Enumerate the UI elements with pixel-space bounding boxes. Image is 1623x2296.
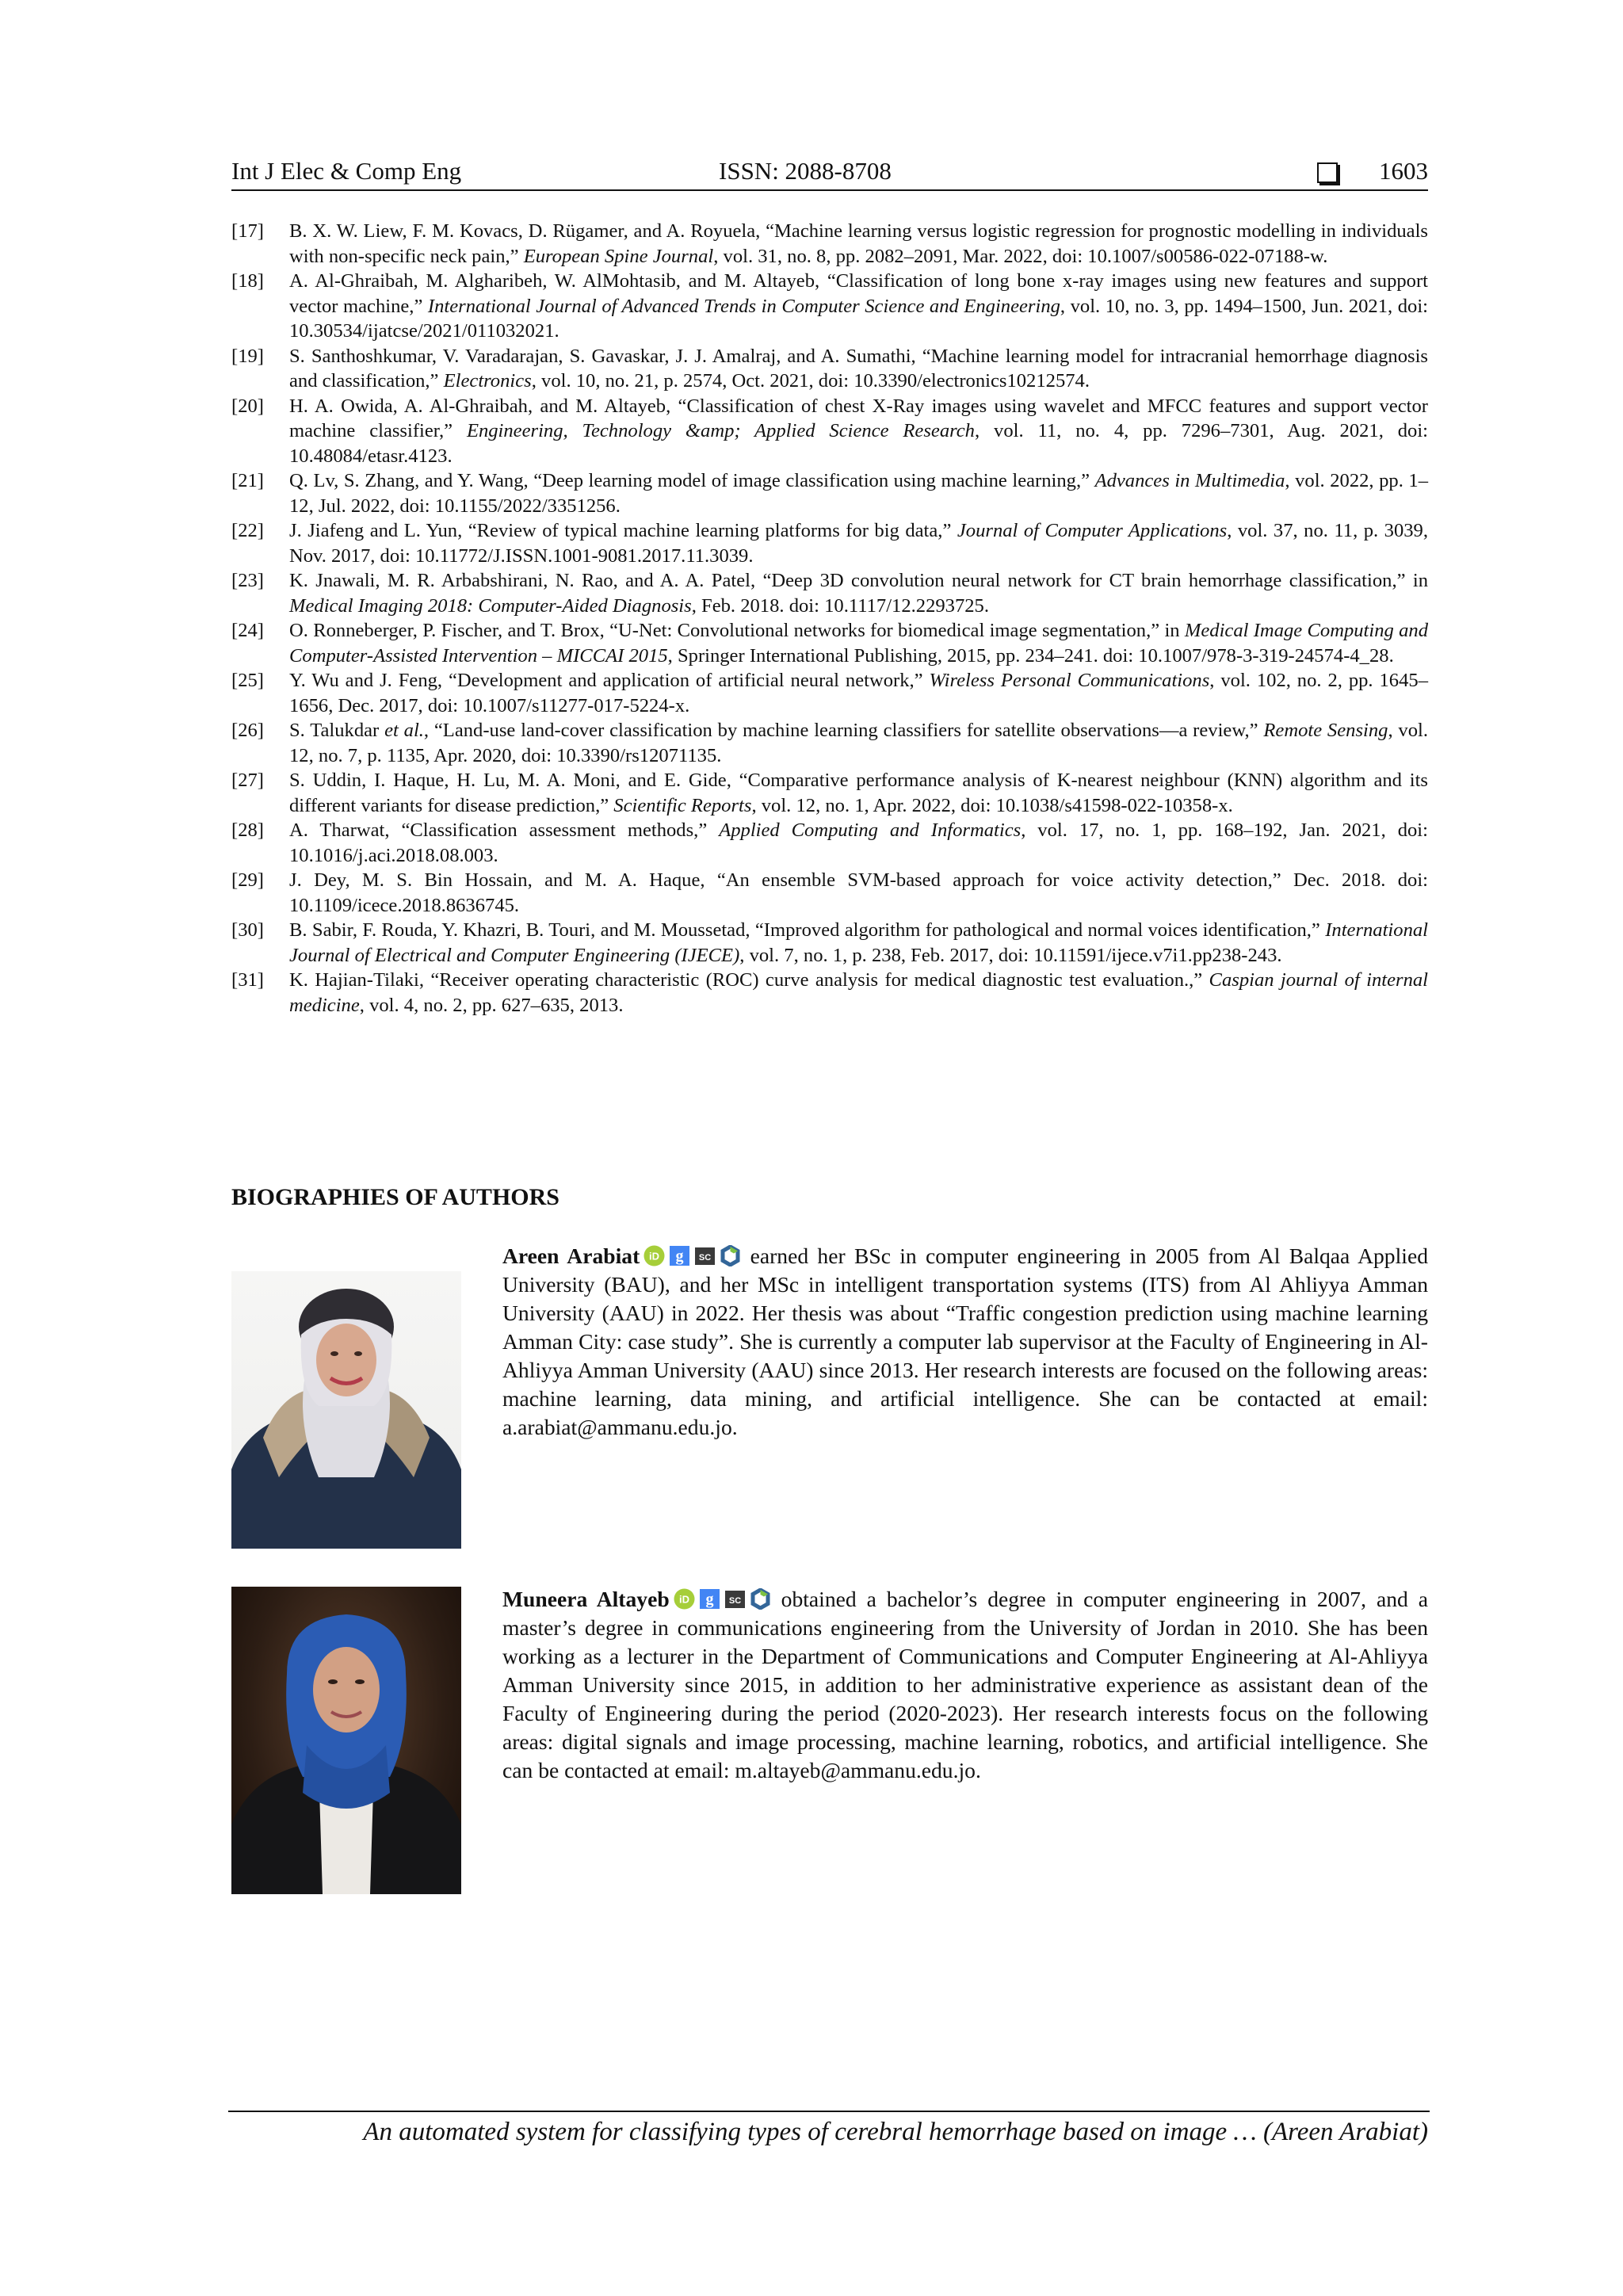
- reference-source: International Journal of Advanced Trends in Computer Science and Engineering: [427, 295, 1060, 317]
- reference-number: [31]: [231, 969, 264, 991]
- reference-details: , vol. 37, no. 11, p. 3039, Nov. 2017, doi: 10.11772/J.ISSN.1001-9081.2017.11.3039.: [289, 520, 1428, 567]
- reference-number: [27]: [231, 770, 264, 791]
- author-name: Muneera Altayeb: [502, 1587, 670, 1611]
- reference-details: , vol. 2022, pp. 1–12, Jul. 2022, doi: 10.1155/2022/3351256.: [289, 470, 1428, 517]
- reference-text: S. Santhoshkumar, V. Varadarajan, S. Gavaskar, J. J. Amalraj, and A. Sumathi, “Machine learning model for intracranial hemorrhage diagnosis and classification,”: [289, 345, 1428, 392]
- reference-source: Electronics: [443, 370, 532, 392]
- reference-item: [231, 768, 1428, 818]
- reference-source: Medical Imaging 2018: Computer-Aided Diagnosis: [289, 594, 692, 617]
- reference-item: [231, 568, 1428, 618]
- running-header: [231, 155, 1428, 192]
- author-bio-muneera-altayeb: [502, 1585, 1428, 1785]
- scholar-label: g: [705, 1591, 714, 1608]
- reference-details: , vol. 102, no. 2, pp. 1645–1656, Dec. 2017, doi: 10.1007/s11277-017-5224-x.: [289, 670, 1428, 716]
- reference-text: S. Uddin, I. Haque, H. Lu, M. A. Moni, and E. Gide, “Comparative performance analysis of K-nearest neighbour (KNN) algorithm and its different variants for disease prediction,”: [289, 770, 1428, 816]
- reference-text: K. Hajian-Tilaki, “Receiver operating characteristic (ROC) curve analysis for medical diagnostic test evaluation.,”: [289, 969, 1209, 991]
- reference-number: [29]: [231, 869, 264, 891]
- scopus-icon[interactable]: [724, 1588, 746, 1610]
- reference-text: J. Jiafeng and L. Yun, “Review of typical machine learning platforms for big data,”: [289, 520, 957, 541]
- reference-details: , vol. 11, no. 4, pp. 7296–7301, Aug. 2021, doi: 10.48084/etasr.4123.: [289, 420, 1429, 467]
- reference-details: , vol. 4, no. 2, pp. 627–635, 2013.: [359, 994, 624, 1016]
- reference-list: [231, 219, 1428, 1018]
- reference-item: [231, 968, 1428, 1018]
- running-title: An automated system for classifying types of cerebral hemorrhage based on image … (Areen Arabiat): [363, 2118, 1428, 2146]
- reference-source: Remote Sensing: [1263, 720, 1388, 741]
- reference-source: Scientific Reports: [613, 794, 752, 816]
- author-bio-areen-arabiat: [502, 1242, 1428, 1442]
- reference-text: A. Al-Ghraibah, M. Algharibeh, W. AlMohtasib, and M. Altayeb, “Classification of long bone x-ray images using new features and support vector machine,”: [289, 270, 1428, 317]
- reference-number: [26]: [231, 720, 264, 741]
- reference-number: [18]: [231, 270, 264, 292]
- author-photo-muneera-altayeb: [231, 1587, 461, 1894]
- reference-text: Y. Wu and J. Feng, “Development and application of artificial neural network,”: [289, 670, 930, 691]
- orcid-icon[interactable]: [643, 1245, 665, 1266]
- reference-number: [24]: [231, 620, 264, 641]
- reference-source: Applied Computing and Informatics: [719, 819, 1022, 841]
- author-bio-text: obtained a bachelor’s degree in computer engineering in 2007, and a master’s degree in communications engineering from the University of Jordan in 2010. She has been working as a lecturer in the Department of Communications and Computer Engineering at Al-Ahliyya Amman University since 2015, in addition to her administrative experience as assistant dean of the Faculty of Engineering during the period (2020-2023). Her research interests focus on the following areas: digital signals and image processing, machine learning, robotics, and artificial intelligence. She can be contacted at email: m.altayeb@ammanu.edu.jo.: [502, 1587, 1428, 1782]
- scopus-label: SC: [728, 1596, 741, 1606]
- reference-item: [231, 918, 1428, 968]
- reference-item: [231, 818, 1428, 868]
- reference-source: European Spine Journal: [523, 245, 714, 267]
- reference-text: H. A. Owida, A. Al-Ghraibah, and M. Altayeb, “Classification of chest X-Ray images using wavelet and MFCC features and support vector machine classifier,”: [289, 395, 1428, 441]
- reference-number: [22]: [231, 520, 264, 541]
- reference-details: , vol. 17, no. 1, pp. 168–192, Jan. 2021, doi: 10.1016/j.aci.2018.08.003.: [289, 819, 1428, 866]
- reference-number: [25]: [231, 670, 264, 691]
- issn: ISSN: 2088-8708: [719, 157, 892, 185]
- reference-item: [231, 269, 1428, 344]
- header-rule: [231, 189, 1428, 191]
- publons-icon[interactable]: [720, 1245, 741, 1266]
- google-scholar-icon[interactable]: [699, 1588, 720, 1610]
- page-number: 1603: [1379, 157, 1428, 185]
- reference-details: , Feb. 2018. doi: 10.1117/12.2293725.: [691, 594, 990, 617]
- reference-number: [19]: [231, 345, 264, 367]
- journal-name: Int J Elec & Comp Eng: [231, 157, 462, 185]
- biographies-heading: BIOGRAPHIES OF AUTHORS: [231, 1184, 559, 1210]
- reference-item: [231, 344, 1428, 394]
- reference-source: International Journal of Electrical and Computer Engineering (IJECE): [289, 919, 1428, 966]
- reference-item: [231, 718, 1428, 768]
- reference-details: , vol. 12, no. 1, Apr. 2022, doi: 10.1038/s41598-022-10358-x.: [751, 794, 1233, 816]
- scopus-icon[interactable]: [694, 1245, 716, 1266]
- reference-details: , vol. 12, no. 7, p. 1135, Apr. 2020, doi: 10.3390/rs12071135.: [289, 720, 1428, 766]
- scholar-label: g: [675, 1247, 684, 1265]
- reference-details: , Springer International Publishing, 2015, pp. 234–241. doi: 10.1007/978-3-319-24574-4_28.: [667, 644, 1394, 667]
- reference-item: [231, 219, 1428, 269]
- reference-item: [231, 868, 1428, 918]
- reference-item: [231, 468, 1428, 518]
- reference-source: Caspian journal of internal medicine: [289, 969, 1428, 1016]
- reference-number: [17]: [231, 220, 264, 242]
- reference-item: [231, 394, 1428, 469]
- reference-source: Advances in Multimedia: [1094, 470, 1285, 491]
- reference-number: [20]: [231, 395, 264, 417]
- reference-item: [231, 518, 1428, 568]
- publons-icon[interactable]: [750, 1588, 771, 1610]
- reference-number: [28]: [231, 819, 264, 841]
- reference-number: [21]: [231, 470, 264, 491]
- reference-text: A. Tharwat, “Classification assessment methods,”: [289, 819, 720, 841]
- scopus-label: SC: [699, 1253, 712, 1263]
- reference-source: Engineering, Technology &amp; Applied Science Research: [466, 420, 975, 441]
- orcid-icon[interactable]: [674, 1588, 695, 1610]
- reference-details: , vol. 7, no. 1, p. 238, Feb. 2017, doi: 10.11591/ijece.v7i1.pp238-243.: [739, 944, 1282, 966]
- orcid-label: iD: [678, 1593, 689, 1606]
- author-photo-areen-arabiat: [231, 1271, 461, 1549]
- reference-number: [30]: [231, 919, 264, 941]
- reference-source: et al.: [384, 720, 424, 741]
- reference-number: [23]: [231, 570, 264, 591]
- reference-text: B. X. W. Liew, F. M. Kovacs, D. Rügamer, and A. Royuela, “Machine learning versus logistic regression for prognostic modelling in individuals with non-specific neck pain,”: [289, 220, 1428, 267]
- reference-text: B. Sabir, F. Rouda, Y. Khazri, B. Touri, and M. Moussetad, “Improved algorithm for pathological and normal voices identification,”: [289, 919, 1326, 941]
- reference-details: , vol. 10, no. 3, pp. 1494–1500, Jun. 2021, doi: 10.30534/ijatcse/2021/011032021.: [289, 295, 1428, 342]
- reference-details: , vol. 31, no. 8, pp. 2082–2091, Mar. 2022, doi: 10.1007/s00586-022-07188-w.: [713, 245, 1328, 267]
- google-scholar-icon[interactable]: [669, 1245, 690, 1266]
- reference-text: S. Talukdar: [289, 720, 385, 741]
- author-bio-text: earned her BSc in computer engineering in 2005 from Al Balqaa Applied University (BAU), and her MSc in intelligent transportation systems (ITS) from Al Ahliyya Amman University (AAU) in 2022. Her thesis was about “Traffic congestion prediction using machine learning Amman City: case study”. She is currently a computer lab supervisor at the Faculty of Engineering in Al-Ahliyya Amman University (AAU) since 2013. Her research interests are focused on the following areas: machine learning, data mining, and artificial intelligence. She can be contacted at email: a.arabiat@ammanu.edu.jo.: [502, 1244, 1428, 1439]
- orcid-label: iD: [649, 1250, 660, 1263]
- reference-details: , vol. 10, no. 21, p. 2574, Oct. 2021, doi: 10.3390/electronics10212574.: [531, 370, 1090, 392]
- reference-item: [231, 668, 1428, 718]
- reference-source: Medical Image Computing and Computer-Assisted Intervention – MICCAI 2015: [289, 620, 1428, 667]
- reference-source: Wireless Personal Communications: [929, 670, 1210, 691]
- author-name: Areen Arabiat: [502, 1244, 640, 1268]
- reference-details: , “Land-use land-cover classification by machine learning classifiers for satellite observations—a review,”: [423, 720, 1264, 741]
- reference-text: Q. Lv, S. Zhang, and Y. Wang, “Deep learning model of image classification using machine learning,”: [289, 470, 1095, 491]
- reference-source: Journal of Computer Applications: [957, 520, 1228, 541]
- footer-rule: [228, 2111, 1430, 2112]
- reference-text: K. Jnawali, M. R. Arbabshirani, N. Rao, and A. A. Patel, “Deep 3D convolution neural network for CT brain hemorrhage classification,” in: [289, 570, 1428, 591]
- reference-item: [231, 618, 1428, 668]
- reference-text: J. Dey, M. S. Bin Hossain, and M. A. Haque, “An ensemble SVM-based approach for voice activity detection,” Dec. 2018. doi: 10.1109/icece.2018.8636745.: [289, 869, 1428, 916]
- reference-text: O. Ronneberger, P. Fischer, and T. Brox, “U-Net: Convolutional networks for biomedical image segmentation,” in: [289, 620, 1185, 641]
- square-bullet-icon: [1317, 162, 1338, 183]
